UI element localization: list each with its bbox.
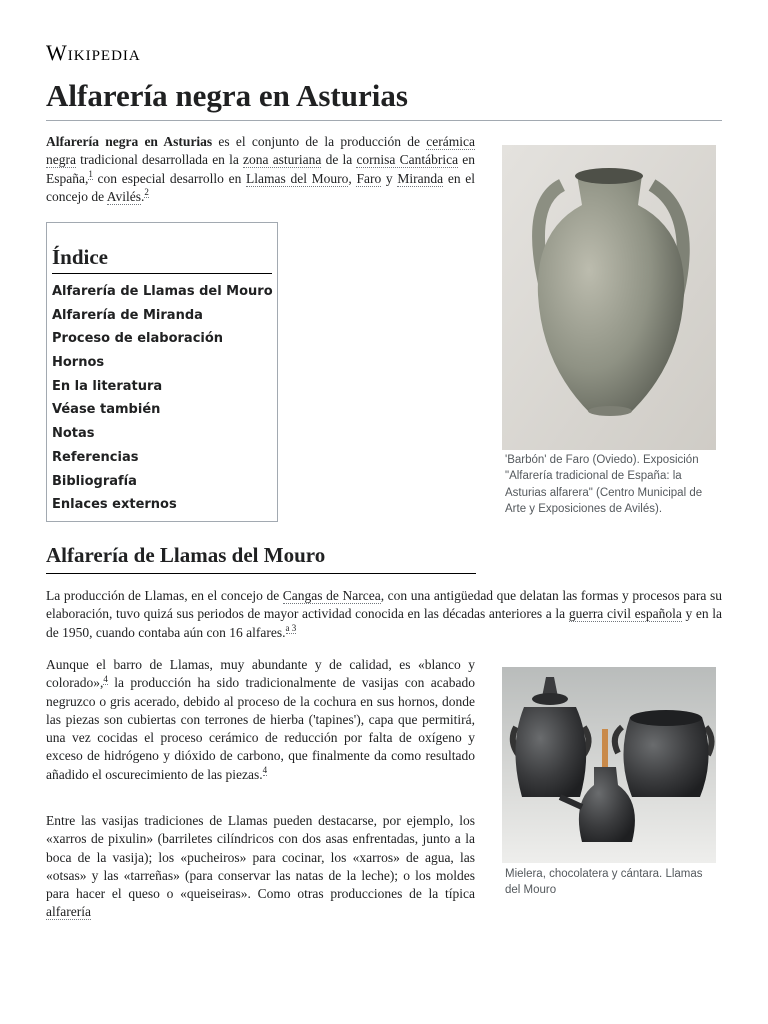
ref-4b[interactable]: 4	[262, 765, 268, 776]
section-heading-llamas: Alfarería de Llamas del Mouro	[46, 543, 476, 574]
link-zona-asturiana[interactable]: zona asturiana	[243, 152, 322, 168]
text: la producción ha sido tradicionalmente de vasijas con acabado negruzco o gris acerado, debido al proceso de la cochura en sus hornos, donde las piezas son cubiertas con terrones de hierba ('tapines'), capa que permitirá, una vez cocidas el proceso cerámico de reducción por falta de oxígeno y exceso de hidrógeno y dióxido de carbono, que finalmente da como resultado añadido el oscurecimiento de las piezas.	[46, 675, 475, 782]
text: de la	[321, 152, 357, 168]
toc-item[interactable]: En la literatura	[52, 378, 163, 394]
link-llamas-del-mouro[interactable]: Llamas del Mouro	[246, 170, 349, 186]
link-aviles[interactable]: Avilés	[106, 188, 141, 204]
ref-a3[interactable]: a 3	[285, 623, 297, 634]
intro-bold: Alfarería negra en Asturias	[46, 134, 213, 149]
jar-photo-svg	[502, 145, 716, 450]
link-alfareria[interactable]: alfarería	[46, 904, 91, 920]
text: ,	[348, 170, 357, 186]
text: en el concejo de	[46, 170, 476, 204]
toc-list	[52, 280, 272, 517]
toc-title: Índice	[52, 245, 272, 274]
table-of-contents	[46, 222, 278, 522]
toc-item[interactable]: Bibliografía	[52, 473, 137, 489]
logo-text: Wikipedia	[46, 40, 141, 65]
link-faro[interactable]: Faro	[356, 170, 382, 186]
toc-item[interactable]: Alfarería de Llamas del Mouro	[52, 284, 273, 299]
page-title: Alfarería negra en Asturias	[46, 78, 722, 121]
toc-item[interactable]: Notas	[52, 426, 95, 442]
text: , con una antigüedad que delatan las formas y procesos para su elaboración, tuvo quizá sus periodos de mayor actividad conocida en las décadas anteriores a la	[46, 588, 722, 622]
text: tradicional desarrollada en la	[75, 152, 244, 168]
ref-2[interactable]: 2	[144, 187, 149, 198]
text: La producción de Llamas, en el concejo de	[46, 588, 283, 603]
figure1-caption: 'Barbón' de Faro (Oviedo). Exposición "Alfarería tradicional de España: la Asturias alfarera" (Centro Municipal de Arte y Exposiciones de Avilés).	[505, 454, 703, 515]
toc-item[interactable]: Referencias	[52, 449, 139, 465]
text: es el conjunto de la producción de	[212, 134, 427, 149]
ref-1[interactable]: 1	[88, 169, 93, 180]
ref-4[interactable]: 4	[103, 673, 108, 684]
link-ceramica-negra[interactable]: cerámica negra	[46, 134, 475, 168]
wikipedia-logo[interactable]	[46, 40, 141, 66]
pottery-photo-svg	[502, 667, 716, 863]
section1-paragraph1	[46, 587, 722, 642]
link-cornisa-cantabrica[interactable]: cornisa Cantábrica	[356, 152, 459, 168]
text: .	[140, 188, 145, 204]
section1-paragraph3	[46, 812, 475, 922]
llamas-pottery-image[interactable]	[502, 667, 716, 863]
toc-item[interactable]: Hornos	[52, 355, 105, 371]
barbon-jar-image[interactable]	[502, 145, 716, 450]
text: Entre las vasijas tradiciones de Llamas pueden destacarse, por ejemplo, los «xarros de pixulin» (barriletes cilíndricos con dos asas enfrentadas, junto a la boca de la vasija); los «pucheiros» para cocinar, los «xarros» de agua, las «otsas» y las «tarreñas» (para conservar las natas de la leche); o los moldes para hacer el queso o «queiseiras». Como otras producciones de la típica	[46, 813, 475, 902]
section1-paragraph2	[46, 656, 475, 784]
toc-item[interactable]: Alfarería de Miranda	[52, 307, 203, 323]
toc-item[interactable]: Enlaces externos	[52, 497, 177, 513]
intro-paragraph	[46, 133, 475, 206]
toc-item[interactable]: Proceso de elaboración	[52, 331, 224, 347]
toc-item[interactable]: Véase también	[52, 402, 161, 418]
text: y	[381, 170, 398, 186]
link-guerra-civil[interactable]: guerra civil española	[568, 606, 682, 622]
link-miranda[interactable]: Miranda	[397, 170, 444, 186]
figure2-caption: Mielera, chocolatera y cántara. Llamas del Mouro	[505, 868, 703, 897]
link-cangas-de-narcea[interactable]: Cangas de Narcea	[282, 588, 381, 603]
text: Aunque el barro de Llamas, muy abundante y de calidad, es «blanco y colorado»,	[46, 657, 475, 691]
text: y en la de 1950, cuando contaba aún con 16 alfares.	[46, 606, 722, 640]
text: en España,	[46, 152, 475, 186]
text: con especial desarrollo en	[92, 170, 247, 186]
